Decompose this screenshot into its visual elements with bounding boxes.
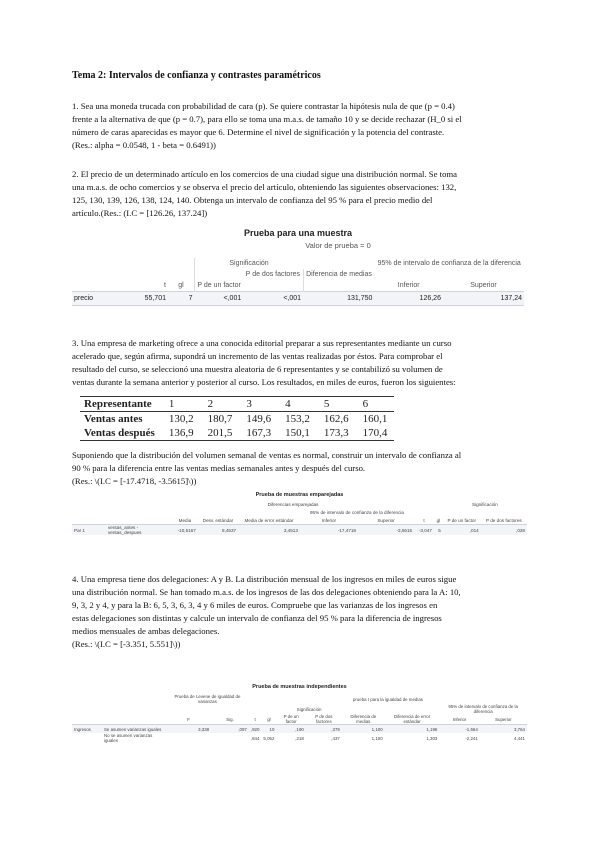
cell-gl: 7 (168, 292, 195, 306)
row-label: Ventas después (80, 426, 162, 441)
q1-line: (Res.: alpha = 0.0548, 1 - beta = 0.6491)) (72, 140, 216, 150)
q4-line: 4. Una empresa tiene dos delegaciones: A y B. La distribución mensual de los ingresos en miles de euros sigue (72, 574, 457, 584)
q1-line: número de caras aparecidas es mayor que 6. Determine el nivel de significación y la potencia del contraste. (72, 127, 445, 137)
header-ci: 95% de intervalo de confianza de la diferencia (448, 704, 518, 714)
q2-line: 125, 130, 139, 126, 138, 124, 140. Obtenga un intervalo de confianza del 95 % para el precio medio del (72, 195, 433, 205)
table-row (80, 426, 394, 441)
cell: 170,4 (356, 426, 395, 441)
cell-p-two: <,001 (243, 292, 303, 306)
q4-line: una distribución normal. Se han tomado m.a.s. de los ingresos de las dos delegaciones obteniendo para la A: 10, (72, 587, 461, 597)
q3-line: 90 % para la diferencia entre las ventas medias semanales antes y después del curso. (72, 463, 366, 473)
q1-line: 1. Sea una moneda trucada con probabilidad de cara (p). Se quiere contrastar la hipótesis nula de que (p = 0.4) (72, 101, 455, 111)
row-variable: Ingresos (72, 725, 102, 734)
cell-p-one: ,218 (295, 735, 304, 741)
table2-title: Prueba de muestras emparejadas (255, 492, 344, 498)
cell-upper: 3,764 (480, 725, 527, 734)
table-row (72, 733, 527, 743)
table1-title: Prueba para una muestra (243, 228, 353, 238)
header-mean: Media (178, 517, 192, 523)
row-label: ventas_antes - ventas_despues (106, 525, 172, 536)
header-p-one: P de un factor (195, 280, 244, 292)
paired-samples-table (72, 500, 527, 535)
q3-line: acelerado que, según afirma, supondrá un incremento de las ventas realizadas por éstos. Para comprobar el (72, 351, 443, 361)
question-1 (72, 100, 550, 152)
cell: 160,1 (362, 413, 388, 425)
table-row (72, 292, 524, 306)
header-upper: Superior (495, 716, 512, 722)
cell-f: 3,338 (166, 725, 211, 734)
document-title: Tema 2: Intervalos de confianza y contrastes paramétricos (72, 70, 321, 81)
cell-gl: 5,052 (263, 735, 275, 741)
cell-p-two: ,379 (306, 725, 342, 734)
table-row (80, 412, 394, 427)
header-lower: Inferior (452, 716, 467, 722)
header-std-err: Media de error estándar (244, 517, 294, 523)
cell-upper: 4,441 (514, 735, 525, 741)
rep-col: 1 (162, 397, 201, 412)
question-3-continued (72, 449, 550, 488)
cell-lower: -17,4718 (300, 525, 358, 536)
cell: 173,3 (317, 426, 356, 441)
header-lower: Inferior (321, 517, 337, 523)
cell-t: -3,047 (414, 525, 434, 536)
header-significance: Significación (471, 501, 498, 507)
cell-p-one: ,190 (276, 725, 305, 734)
question-2 (72, 168, 550, 220)
cell-gl: 5 (434, 525, 443, 536)
cell-gl: 10 (261, 725, 276, 734)
rep-col: 3 (239, 397, 278, 412)
cell-std-err-diff: 1,196 (385, 725, 440, 734)
cell-mean-diff: 131,750 (303, 292, 374, 306)
cell-f (166, 733, 211, 743)
header-lower: Inferior (397, 282, 420, 289)
header-mean-diff: Diferencia de medias (350, 714, 377, 724)
header-t: t (164, 282, 166, 289)
cell-p-one: <,001 (195, 292, 244, 306)
q3-line: Suponiendo que la distribución del volumen semanal de ventas es normal, construir un intervalo de confianza al (72, 450, 462, 460)
cell-t: ,844 (250, 735, 260, 741)
rep-col: 2 (201, 397, 240, 412)
header-p-one: P de un factor (447, 517, 476, 523)
header-t: t (423, 517, 425, 523)
cell-t: ,920 (250, 726, 260, 732)
header-ci: 95% de intervalo de confianza de la diferencia (310, 509, 404, 515)
rep-col: 5 (317, 397, 356, 412)
cell: 130,2 (168, 413, 194, 425)
cell-lower: -1,564 (439, 725, 479, 734)
cell-lower: -2,241 (465, 735, 478, 741)
cell-std-err-diff: 1,303 (426, 735, 438, 741)
row-label: Se asumen varianzas iguales (102, 725, 166, 734)
header-significance: Significación (296, 706, 322, 712)
cell-upper: -3,5615 (358, 525, 414, 536)
independent-samples-table (72, 694, 527, 743)
header-std-err-diff: Diferencia de error estándar (393, 714, 431, 724)
cell: 136,9 (162, 426, 201, 441)
cell-p-two: ,437 (331, 735, 340, 741)
cell-lower: 126,26 (374, 292, 443, 306)
table1-subtitle: Valor de prueba = 0 (305, 241, 371, 250)
q3-line: resultado del curso, se seleccionó una muestra aleatoria de 6 representantes y se contabilizó su volumen de (72, 364, 443, 374)
q2-line: artículo.(Res.: (I.C = [126.26, 137.24]) (72, 208, 208, 218)
cell-std-err: 3,4513 (238, 525, 300, 536)
header-gl: gl (267, 716, 271, 722)
header-std-dev: Desv. estándar (202, 517, 234, 523)
header-p-two: P de dos factores (245, 271, 301, 278)
question-4 (72, 573, 550, 651)
header-f: F (187, 716, 190, 722)
table3-title: Prueba de muestras independientes (252, 684, 347, 690)
cell: 162,6 (323, 413, 349, 425)
question-3 (72, 337, 550, 389)
cell-sig: ,097 (211, 725, 249, 734)
header-ttest: prueba t para la igualdad de medias (352, 696, 423, 702)
cell: 167,3 (239, 426, 278, 441)
q3-line: (Res.: \(I.C = [-17.4718, -3.5615]\)) (72, 476, 197, 486)
cell-mean: -10,5167 (172, 525, 198, 536)
rep-header: Representante (80, 397, 162, 412)
cell: 180,7 (207, 413, 233, 425)
q4-line: medios mensuales de ambas delegaciones. (72, 626, 220, 636)
cell: 149,6 (246, 413, 272, 425)
cell: 150,1 (278, 426, 317, 441)
header-gl: gl (436, 517, 441, 523)
cell: 201,5 (201, 426, 240, 441)
header-gl: gl (178, 282, 184, 289)
cell-mean-diff: 1,100 (371, 735, 383, 741)
header-significance: Significación (195, 258, 304, 269)
header-levene: Prueba de Levene de igualdad de varianzas (174, 694, 241, 704)
table-row (72, 725, 527, 734)
header-p-two: P de dos factores (486, 517, 522, 523)
q4-line: 9, 3, 2 y 4, y para la B: 6, 5, 3, 6, 3, 4 y 6 miles de euros. Compruebe que las varianzas de los ingresos en (72, 600, 438, 610)
q2-line: 2. El precio de un determinado artículo en los comercios de una ciudad sigue una distribución normal. Se toma (72, 169, 458, 179)
q2-line: una m.a.s. de ocho comercios y se observa el precio del artículo, obteniendo las siguientes observaciones: 132, (72, 182, 457, 192)
header-mean-diff: Diferencia de medias (303, 269, 374, 280)
cell-mean-diff: 1,100 (342, 725, 385, 734)
cell-sig (211, 733, 249, 743)
rep-col: 6 (356, 397, 395, 412)
q4-line: (Res.: \(I.C = [-3.351, 5.551]\)) (72, 639, 181, 649)
one-sample-test-table (72, 258, 524, 306)
cell-t: 55,701 (126, 292, 168, 306)
q3-line: 3. Una empresa de marketing ofrece a una conocida editorial preparar a sus representantes mediante un curso (72, 338, 452, 348)
row-label: No se asumen varianzas iguales (104, 733, 153, 743)
header-upper: Superior (470, 282, 497, 289)
cell: 153,2 (285, 413, 310, 425)
representatives-table (80, 396, 394, 441)
header-t: t (254, 716, 256, 722)
header-ci: 95% de intervalo de confianza de la diferencia (377, 260, 521, 267)
header-p-two: P de dos factores (315, 714, 333, 724)
header-paired-diff: Diferencias emparejadas (267, 501, 319, 507)
q1-line: frente a la alternativa de que (p = 0.7), para ello se toma una m.a.s. de tamaño 10 y se decide rechazar (H_0 si el (72, 114, 462, 124)
header-upper: Superior (377, 517, 395, 523)
table-row (72, 525, 527, 536)
rep-col: 4 (278, 397, 317, 412)
row-label: precio (72, 292, 126, 306)
row-label: Ventas antes (84, 413, 143, 425)
cell-std-dev: 8,4537 (198, 525, 238, 536)
header-sig: Sig. (226, 716, 234, 722)
cell-p-one: ,014 (443, 525, 481, 536)
q4-line: estas delegaciones son distintas y calcule un intervalo de confianza del 95 % para la diferencia de ingresos (72, 613, 442, 623)
cell-upper: 137,24 (443, 292, 524, 306)
row-pair: Par 1 (72, 525, 106, 536)
q3-line: ventas durante la semana anterior y posterior al curso. Los resultados, en miles de euros, fueron los siguientes: (72, 377, 456, 387)
header-p-one: P de un factor (283, 714, 299, 724)
cell-p-two: ,028 (481, 525, 527, 536)
